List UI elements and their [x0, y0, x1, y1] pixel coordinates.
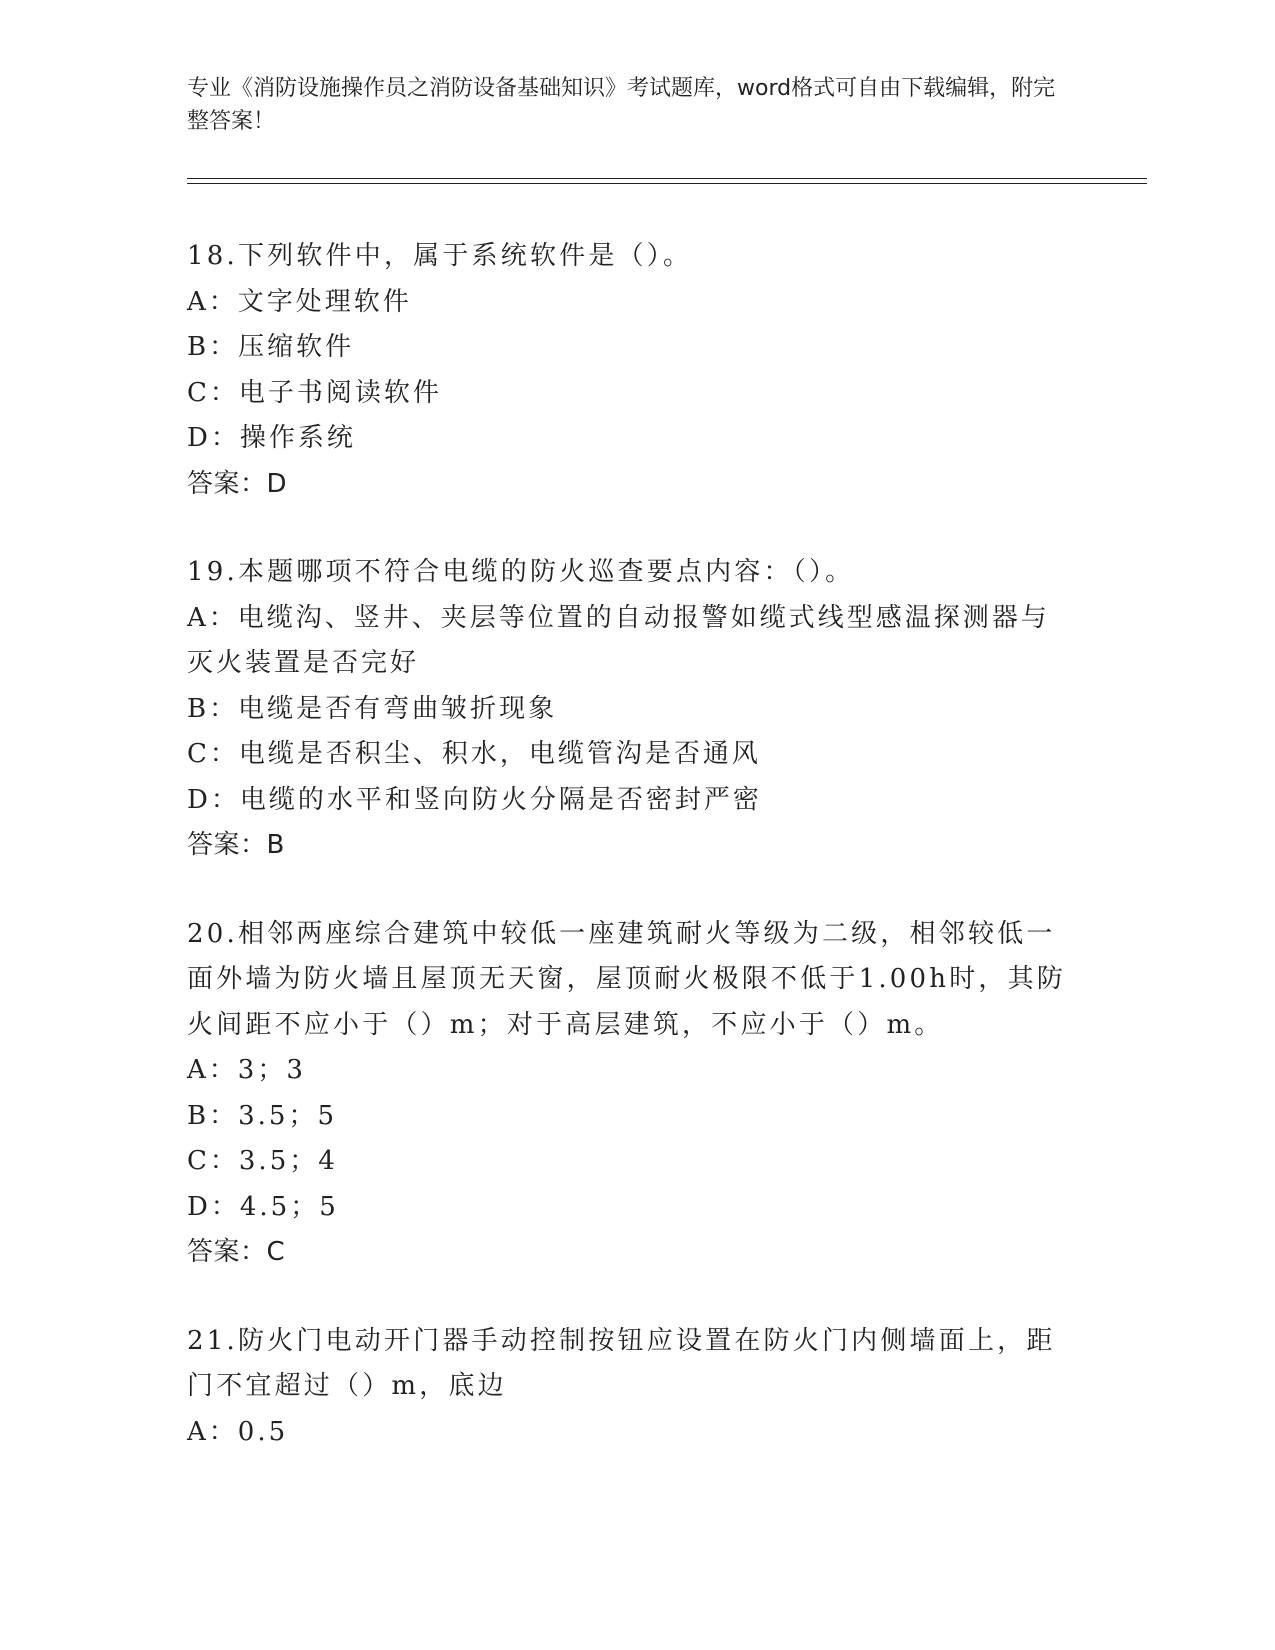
option-d: D：4.5；5 — [187, 1191, 339, 1222]
question-20 — [187, 912, 1067, 1276]
option-a: A：3；3 — [187, 1055, 306, 1085]
option-a: A：电缆沟、竖井、夹层等位置的自动报警如缆式线型感温探测器与灭火装置是否完好 — [187, 602, 1050, 678]
option-b: B：压缩软件 — [187, 332, 355, 362]
question-stem: 21.防火门电动开门器手动控制按钮应设置在防火门内侧墙面上，距门不宜超过（）m，底边 — [187, 1325, 1056, 1401]
option-d: D：电缆的水平和竖向防火分隔是否密封严密 — [187, 784, 762, 815]
option-a: A：文字处理软件 — [187, 286, 412, 317]
header-divider-bottom — [187, 183, 1147, 184]
document-header: 专业《消防设施操作员之消防设备基础知识》考试题库，word格式可自由下载编辑，附完整答案！ — [187, 76, 1056, 134]
option-c: C：电子书阅读软件 — [187, 377, 442, 408]
question-stem: 20.相邻两座综合建筑中较低一座建筑耐火等级为二级，相邻较低一面外墙为防火墙且屋顶无天窗，屋顶耐火极限不低于1.00h时，其防火间距不应小于（）m；对于高层建筑，不应小于（）m。 — [187, 918, 1067, 1040]
question-19 — [187, 550, 1067, 869]
option-b: B：电缆是否有弯曲皱折现象 — [187, 693, 558, 724]
option-b: B：3.5；5 — [187, 1100, 337, 1131]
option-a: A：0.5 — [187, 1416, 289, 1447]
answer-line: 答案：C — [187, 1237, 286, 1267]
question-stem: 18.下列软件中，属于系统软件是（）。 — [187, 241, 693, 271]
question-18 — [187, 234, 1067, 507]
question-21 — [187, 1319, 1067, 1456]
question-list — [187, 234, 1067, 1455]
option-d: D：操作系统 — [187, 423, 356, 453]
option-c: C：电缆是否积尘、积水，电缆管沟是否通风 — [187, 739, 761, 769]
answer-line: 答案：B — [187, 830, 285, 860]
header-divider-top — [187, 178, 1147, 179]
question-stem: 19.本题哪项不符合电缆的防火巡查要点内容：（）。 — [187, 557, 855, 587]
answer-line: 答案：D — [187, 468, 288, 499]
option-c: C：3.5；4 — [187, 1146, 338, 1176]
